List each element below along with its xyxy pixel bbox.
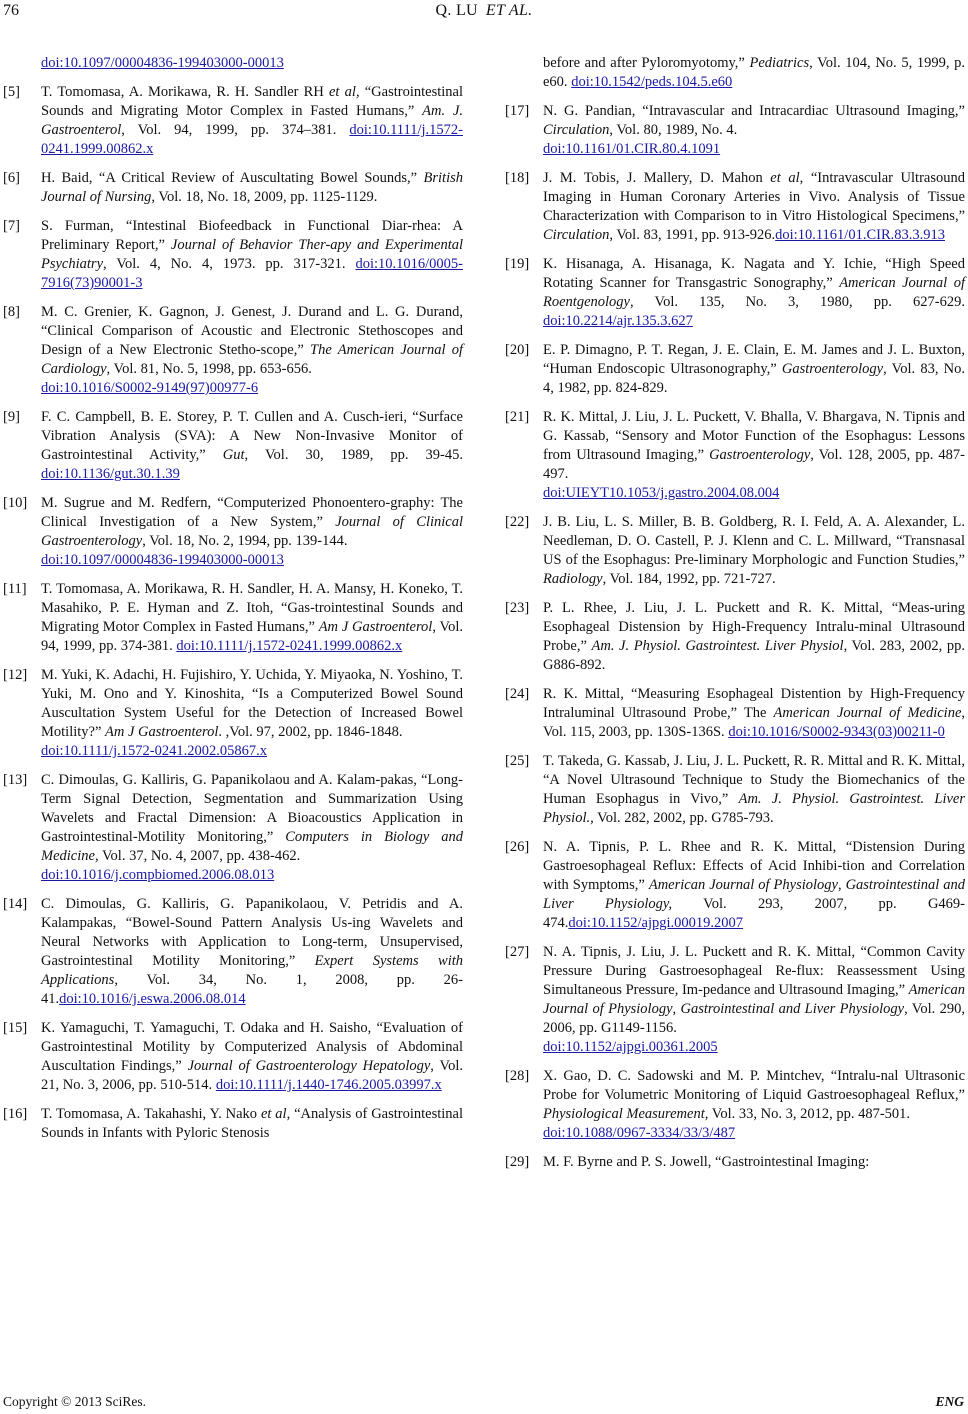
reference-item — [505, 1153, 965, 1172]
text-run: C. Dimoulas, G. Kalliris, G. Papanikolaou, V. Petridis and A. Kalampakas, “Bowel-Sound Pattern Analysis Us-ing Wavelets and Neural Networks with Application to Long-term, Unsupervised, Gastrointestinal Motility Monitoring,” — [41, 896, 463, 969]
reference-item — [505, 513, 965, 589]
text-run: N. A. Tipnis, P. L. Rhee and R. K. Mittal, “Distension During Gastroesophageal Reflux: Effects of Acid Inhibi-tion and Correlation with Symptoms,” — [543, 839, 965, 893]
text-run: , “Intravascular Ultrasound Imaging in Human Coronary Arteries in Vivo. Analysis of Tissue Characterization with Comparison to in Vitro Histological Specimens,” — [543, 170, 965, 224]
reference-text — [543, 169, 965, 245]
reference-text — [41, 771, 463, 885]
doi-link[interactable]: doi:10.2214/ajr.135.3.627 — [543, 313, 693, 329]
reference-text — [41, 1105, 463, 1143]
reference-continuation — [505, 54, 965, 92]
italic-text: Am. J. Gastroenterol — [41, 103, 464, 138]
text-run: N. A. Tipnis, J. Liu, J. L. Puckett and R. K. Mittal, “Common Cavity Pressure During Gastroesophageal Re-flux: Reassessment Using Simultaneous Pressure, Im-pedance and Ultrasound Imaging,” — [543, 944, 965, 998]
doi-link[interactable]: doi:10.1016/j.eswa.2006.08.014 — [59, 991, 246, 1007]
reference-item — [3, 169, 463, 207]
reference-text — [543, 408, 965, 503]
italic-text: Circulation — [543, 227, 610, 243]
italic-text: American Journal of Physiology — [648, 877, 838, 893]
doi-link[interactable]: doi:10.1161/01.CIR.83.3.913 — [775, 227, 946, 243]
reference-item — [3, 494, 463, 570]
reference-text — [543, 685, 965, 742]
reference-item — [505, 943, 965, 1057]
italic-text: Gastroenterology — [709, 447, 811, 463]
reference-number: [26] — [505, 839, 530, 855]
reference-text — [41, 895, 463, 1009]
italic-text: Computers in Biology and Medicine, — [41, 829, 463, 864]
reference-item — [505, 685, 965, 742]
text-run: Vol. 293, 2007, pp. G469-474. — [543, 896, 965, 931]
text-run: , Vol. 283, 2002, pp. G886-892. — [543, 638, 965, 673]
text-run: , Vol. 81, No. 5, 1998, pp. 653-656. — [106, 361, 312, 377]
text-run: Vol. 33, No. 3, 2012, pp. 487-501. — [708, 1106, 911, 1122]
text-run: , — [837, 877, 846, 893]
italic-text: Expert Systems with Applications — [41, 953, 464, 988]
text-run: , Vol. 21, No. 3, 2006, pp. 510-514. — [41, 1058, 463, 1093]
text-run: , Vol. 83, 1991, pp. 913-926. — [609, 227, 776, 243]
text-run: F. C. Campbell, B. E. Storey, P. T. Cullen and A. Cusch-ieri, “Surface Vibration Analysis (SVA): A New Non-Invasive Monitor of Gastrointestinal Activity,” — [41, 409, 463, 463]
reference-number: [17] — [505, 103, 530, 119]
doi-link[interactable]: doi:10.1111/j.1440-1746.2005.03997.x — [215, 1077, 442, 1093]
reference-number: [21] — [505, 409, 530, 425]
text-run: , Vol. 30, 1989, pp. 39-45. — [244, 447, 464, 463]
reference-number: [22] — [505, 514, 530, 530]
italic-text: The American Journal of Cardiology — [41, 342, 464, 377]
reference-text — [41, 408, 463, 484]
reference-item — [3, 1105, 463, 1143]
text-run: , Vol. 18, No. 2, 1994, pp. 139-144. — [142, 533, 348, 549]
italic-text: Gastrointestinal and Liver Physiology — [680, 1001, 905, 1017]
text-run: C. Dimoulas, G. Kalliris, G. Papanikolaou and A. Kalam-pakas, “Long-Term Signal Detection, Segmentation and Summarization Using Wavelets and Fractal Dimension: A Bioacoustics Application in Gastrointestinal-Motility Monitoring,” — [41, 772, 463, 845]
text-run: , Vol. 83, No. 4, 1982, pp. 824-829. — [543, 361, 965, 396]
running-head-et-al: ET AL. — [485, 2, 533, 19]
doi-link[interactable]: doi:10.1111/j.1572-0241.1999.00862.x — [176, 638, 403, 654]
reference-text — [543, 1153, 965, 1172]
text-run: M. Yuki, K. Adachi, H. Fujishiro, Y. Uchida, Y. Miyaoka, N. Yoshino, T. Yuki, M. Ono and Y. Kinoshita, “Is a Computerized Bowel Sound Auscultation System Useful for the Detection of Increased Bowel Motility?” — [41, 667, 463, 740]
text-run: R. K. Mittal, “Measuring Esophageal Distention by High-Frequency Intraluminal Ultrasound Probe,” The — [543, 686, 965, 721]
reference-number: [10] — [3, 495, 28, 511]
text-run: T. Takeda, G. Kassab, J. Liu, J. L. Puckett, R. R. Mittal and R. K. Mittal, “A Novel Ultrasound Technique to Study the Biomechanics of the Human Esophagus in Vivo,” — [543, 753, 965, 807]
reference-text — [543, 513, 965, 589]
reference-item — [3, 408, 463, 484]
text-run: , Vol. 80, 1989, No. 4. — [609, 122, 738, 138]
reference-item — [3, 895, 463, 1009]
text-run: , Vol. 104, No. 5, 1999, p. e60. — [543, 55, 965, 90]
reference-number: [23] — [505, 600, 530, 616]
reference-text — [41, 1019, 463, 1095]
text-run: N. G. Pandian, “Intravascular and Intracardiac Ultrasound Imaging,” — [543, 103, 965, 119]
italic-text: Gastroenterology — [781, 361, 884, 377]
text-run: , Vol. 184, 1992, pp. 721-727. — [602, 571, 776, 587]
reference-text — [41, 303, 463, 398]
text-run: T. Tomomasa, A. Takahashi, Y. Nako — [41, 1106, 261, 1122]
doi-link[interactable]: doi:UIEYT10.1053/j.gastro.2004.08.004 — [543, 485, 780, 501]
page-footer — [0, 1394, 968, 1414]
reference-item — [505, 408, 965, 503]
reference-item — [3, 83, 463, 159]
reference-number: [5] — [3, 84, 20, 100]
text-run: Vol. 37, No. 4, 2007, pp. 438-462. — [98, 848, 301, 864]
reference-item — [3, 580, 463, 656]
doi-link[interactable]: doi:10.1161/01.CIR.80.4.1091 — [543, 141, 721, 157]
italic-text: American Journal of Medicine — [773, 705, 962, 721]
reference-list-left — [3, 83, 463, 1143]
reference-item — [505, 102, 965, 159]
text-run: M. C. Grenier, K. Gagnon, J. Genest, J. Durand and L. G. Durand, “Clinical Comparison of Acoustic and Electronic Stethoscopes and Design of a New Electronic Stetho-scope,” — [41, 304, 463, 358]
doi-link[interactable]: doi:10.1097/00004836-199403000-00013 — [41, 552, 284, 568]
italic-text: et al — [260, 1106, 287, 1122]
text-run: , Vol. 34, No. 1, 2008, pp. 26-41. — [41, 972, 463, 1007]
reference-text — [543, 943, 965, 1057]
text-run: M. Sugrue and M. Redfern, “Computerized Phonoentero-graphy: The Clinical Investigation of a New System,” — [41, 495, 463, 530]
reference-item — [505, 838, 965, 933]
reference-text — [543, 752, 965, 828]
text-run: E. P. Dimagno, P. T. Regan, J. E. Clain, E. M. James and J. L. Buxton, “Human Endoscopic Ultrasonography,” — [543, 342, 965, 377]
italic-text: Journal of Behavior Ther-apy and Experimental Psychiatry — [41, 237, 463, 272]
italic-text: British Journal of Nursing — [41, 170, 463, 205]
doi-link[interactable]: doi:10.1016/0005-7916(73)90001-3 — [41, 256, 463, 291]
text-run: X. Gao, D. C. Sadowski and M. P. Mintchev, “Intralu-nal Ultrasonic Probe for Volumetric Monitoring of Liquid Gastroesophageal Reflux,” — [543, 1068, 965, 1103]
text-run: H. Baid, “A Critical Review of Auscultating Bowel Sounds,” — [41, 170, 424, 186]
reference-item — [3, 217, 463, 293]
right-column — [505, 54, 965, 1182]
text-run: M. F. Byrne and P. S. Jowell, “Gastrointestinal Imaging: — [543, 1154, 870, 1170]
reference-item — [3, 303, 463, 398]
text-run: S. Furman, “Intestinal Biofeedback in Functional Diar-rhea: A Preliminary Report,” — [41, 218, 463, 253]
page-number: 76 — [3, 2, 19, 19]
text-run: , “Analysis of Gastrointestinal Sounds in Infants with Pyloric Stenosis — [41, 1106, 464, 1141]
reference-list-right — [505, 102, 965, 1172]
running-head-authors: Q. LU — [435, 2, 478, 19]
reference-number: [9] — [3, 409, 20, 425]
text-run: . ,Vol. 97, 2002, pp. 1846-1848. — [218, 724, 403, 740]
reference-text — [543, 838, 965, 933]
reference-number: [7] — [3, 218, 20, 234]
italic-text: Circulation — [543, 122, 610, 138]
reference-continuation — [3, 54, 463, 73]
doi-link[interactable]: doi:10.1136/gut.30.1.39 — [41, 466, 180, 482]
italic-text: et al — [329, 84, 356, 100]
text-run: before and after Pyloromyotomy,” — [543, 55, 750, 71]
italic-text: Gut — [222, 447, 245, 463]
reference-text — [543, 1067, 965, 1143]
text-run: Vol. 282, 2002, pp. G785-793. — [593, 810, 774, 826]
doi-link[interactable]: doi:10.1542/peds.104.5.e60 — [571, 74, 733, 90]
reference-number: [25] — [505, 753, 530, 769]
copyright-notice: Copyright © 2013 SciRes. — [3, 1394, 147, 1409]
reference-item — [505, 599, 965, 675]
italic-text: Am J Gastroenterol — [318, 619, 433, 635]
reference-number: [29] — [505, 1154, 530, 1170]
reference-text — [41, 169, 463, 207]
italic-text: Journal of Gastroenterology Hepatology — [187, 1058, 431, 1074]
reference-item — [505, 341, 965, 398]
reference-number: [11] — [3, 581, 27, 597]
journal-code: ENG — [935, 1394, 964, 1409]
italic-text: Am J Gastroenterol — [105, 724, 219, 740]
reference-text — [41, 666, 463, 761]
reference-number: [13] — [3, 772, 28, 788]
doi-link[interactable]: doi:10.1097/00004836-199403000-00013 — [41, 55, 284, 71]
reference-number: [27] — [505, 944, 530, 960]
reference-text — [41, 83, 463, 159]
text-run: , Vol. 128, 2005, pp. 487-497. — [543, 447, 965, 482]
italic-text: American Journal of Physiology — [543, 982, 966, 1017]
reference-number: [6] — [3, 170, 20, 186]
reference-item — [505, 1067, 965, 1143]
reference-number: [15] — [3, 1020, 28, 1036]
text-run: K. Hisanaga, A. Hisanaga, K. Nagata and Y. Ichie, “High Speed Rotating Scanner for Transgastric Sonography,” — [543, 256, 965, 291]
reference-text — [543, 102, 965, 159]
reference-number: [20] — [505, 342, 530, 358]
reference-number: [18] — [505, 170, 530, 186]
doi-link[interactable]: doi:10.1152/ajpgi.00019.2007 — [568, 915, 744, 931]
doi-link[interactable]: doi:10.1088/0967-3334/33/3/487 — [543, 1125, 736, 1141]
page-header — [0, 2, 968, 26]
reference-number: [16] — [3, 1106, 28, 1122]
italic-text: American Journal of Roentgenology — [543, 275, 965, 310]
reference-text — [543, 255, 965, 331]
reference-number: [28] — [505, 1068, 530, 1084]
reference-text — [41, 580, 463, 656]
text-run: J. M. Tobis, J. Mallery, D. Mahon — [543, 170, 771, 186]
reference-number: [8] — [3, 304, 20, 320]
text-run: K. Yamaguchi, T. Yamaguchi, T. Odaka and H. Saisho, “Evaluation of Gastrointestinal Motility by Computerized Analysis of Abdominal Auscultation Findings,” — [41, 1020, 463, 1074]
text-run: P. L. Rhee, J. Liu, J. L. Puckett and R. K. Mittal, “Meas-uring Esophageal Distension by High-Frequency Intralu-minal Ultrasound Probe,” — [543, 600, 965, 654]
text-run: , “Gastrointestinal Sounds and Migrating Motor Complex in Fasted Humans,” — [41, 84, 463, 119]
reference-text — [543, 341, 965, 398]
italic-text: Pediatrics — [749, 55, 810, 71]
reference-number: [24] — [505, 686, 530, 702]
italic-text: Physiological Measurement, — [543, 1106, 709, 1122]
italic-text: Journal of Clinical Gastroenterology — [41, 514, 463, 549]
text-run: , — [672, 1001, 681, 1017]
reference-number: [12] — [3, 667, 28, 683]
reference-item — [505, 169, 965, 245]
text-run: , Vol. 135, No. 3, 1980, pp. 627-629. — [629, 294, 965, 310]
italic-text: Gastrointestinal and Liver Physiology, — [543, 877, 966, 912]
text-run: T. Tomomasa, A. Morikawa, R. H. Sandler, H. A. Mansy, H. Koneko, T. Masahiko, P. E. Hyman and Z. Itoh, “Gas-trointestinal Sounds and Migrating Motor Complex in Fasted Humans,” — [41, 581, 463, 635]
reference-text — [41, 494, 463, 570]
reference-text — [543, 599, 965, 675]
text-run: T. Tomomasa, A. Morikawa, R. H. Sandler RH — [41, 84, 329, 100]
text-run: , Vol. 290, 2006, pp. G1149-1156. — [543, 1001, 966, 1036]
reference-number: [19] — [505, 256, 530, 272]
doi-link[interactable]: doi:10.1016/j.compbiomed.2006.08.013 — [41, 867, 275, 883]
reference-item — [3, 1019, 463, 1095]
running-head — [0, 2, 968, 20]
italic-text: Am. J. Physiol. Gastrointest. Liver Physiol — [591, 638, 844, 654]
reference-number: [14] — [3, 896, 28, 912]
italic-text: et al — [770, 170, 800, 186]
reference-text — [543, 54, 965, 92]
reference-item — [3, 771, 463, 885]
reference-item — [505, 255, 965, 331]
doi-link[interactable]: doi:10.1111/j.1572-0241.1999.00862.x — [41, 122, 463, 157]
doi-link[interactable]: doi:10.1152/ajpgi.00361.2005 — [543, 1039, 718, 1055]
reference-item — [3, 666, 463, 761]
text-run: , Vol. 4, No. 4, 1973. pp. 317-321. — [103, 256, 356, 272]
text-run: , Vol. 94, 1999, pp. 374-381. — [41, 619, 464, 654]
doi-link[interactable]: doi:10.1016/S0002-9149(97)00977-6 — [41, 380, 259, 396]
text-run: , Vol. 94, 1999, pp. 374–381. — [121, 122, 350, 138]
reference-text — [41, 217, 463, 293]
italic-text: Radiology — [543, 571, 603, 587]
text-run: J. B. Liu, L. S. Miller, B. B. Goldberg, R. I. Feld, A. A. Alexander, L. Needleman, D. O. Castell, P. J. Klenn and C. L. Millward, “Transnasal US of the Esophagus: Pre-liminary Morphologic and Function Studies,” — [543, 514, 965, 568]
text-run: , Vol. 18, No. 18, 2009, pp. 1125-1129. — [151, 189, 378, 205]
italic-text: Am. J. Physiol. Gastrointest. Liver Physiol., — [543, 791, 965, 826]
left-column — [3, 54, 463, 1153]
text-run: , Vol. 115, 2003, pp. 130S-136S. — [543, 705, 966, 740]
text-run: R. K. Mittal, J. Liu, J. L. Puckett, V. Bhalla, V. Bhargava, N. Tipnis and G. Kassab, “Sensory and Motor Function of the Esophagus: Lessons from Ultrasound Imaging,” — [543, 409, 965, 463]
doi-link[interactable]: doi:10.1111/j.1572-0241.2002.05867.x — [41, 743, 267, 759]
reference-item — [505, 752, 965, 828]
doi-link[interactable]: doi:10.1016/S0002-9343(03)00211-0 — [728, 724, 945, 740]
